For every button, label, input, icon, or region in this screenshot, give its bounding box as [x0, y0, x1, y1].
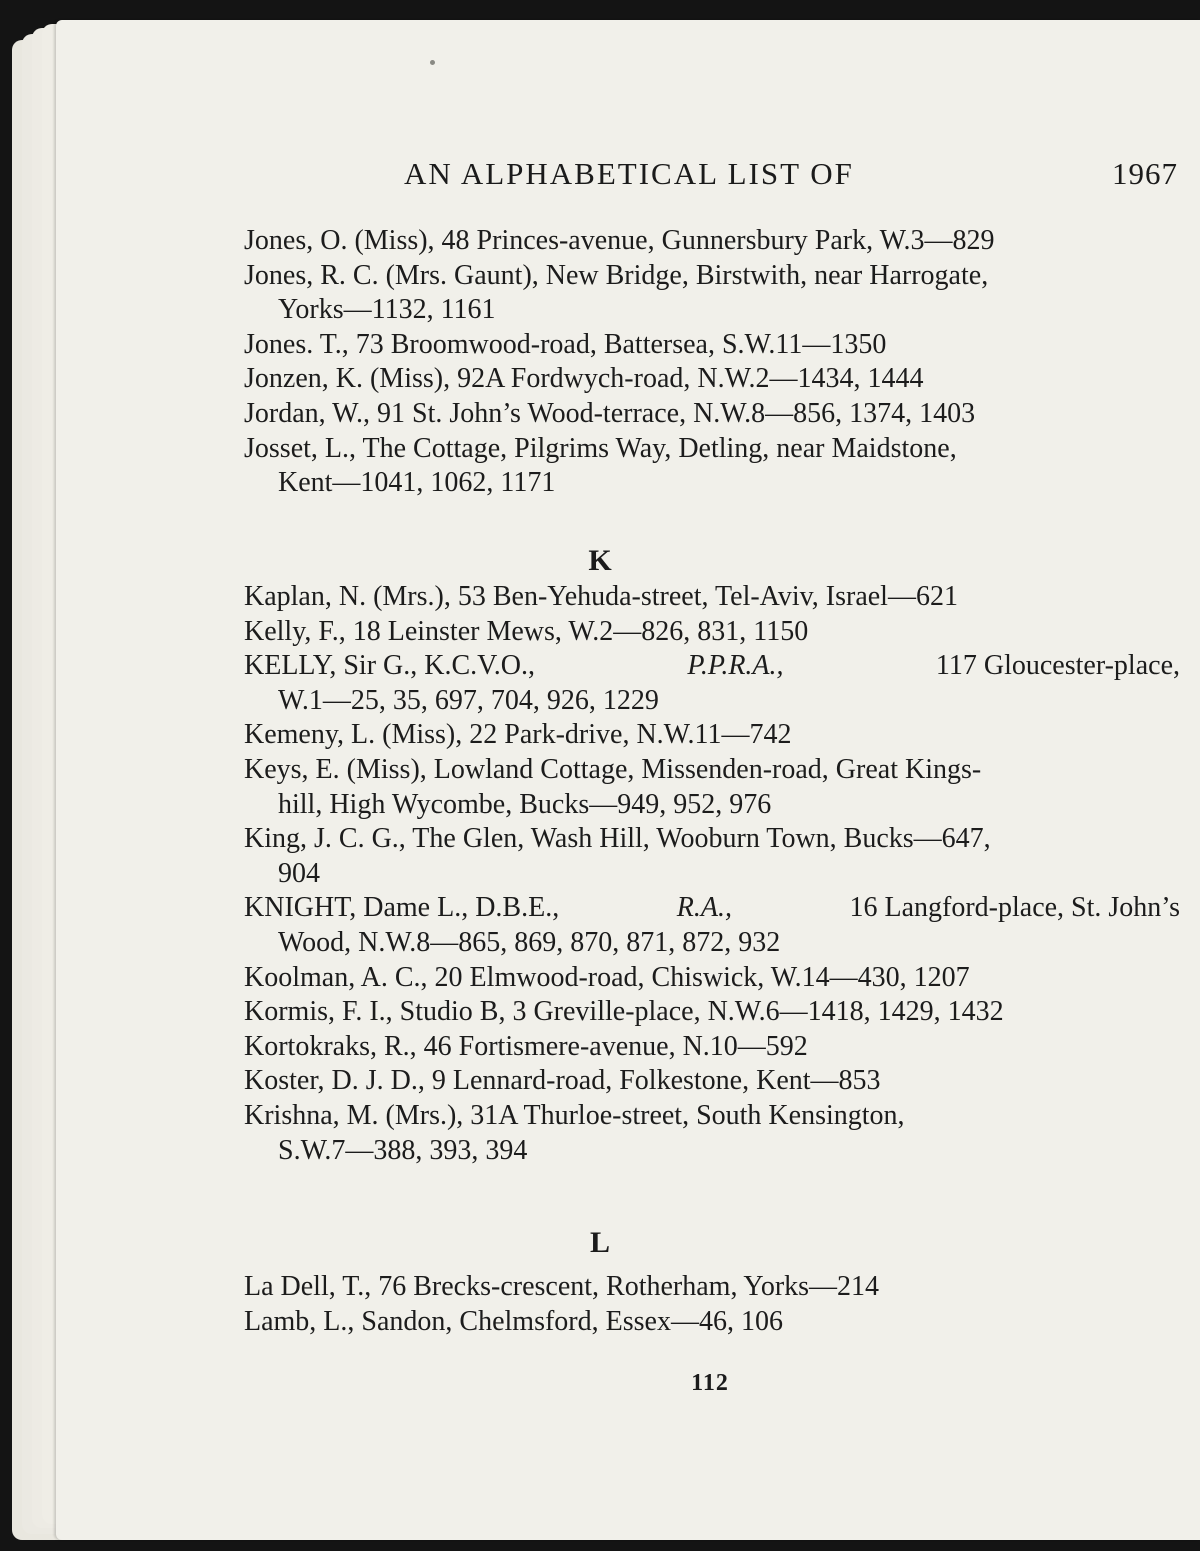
list-entry: [244, 224, 1180, 259]
list-entry: [244, 995, 1180, 1030]
entry-name: KELLY, Sir G., K.C.V.O.,: [244, 650, 535, 682]
list-entry: [244, 1099, 1180, 1168]
list-entry: [244, 1064, 1180, 1099]
entry-text: Kormis, F. I., Studio B, 3 Greville-place, N.W.6—1418, 1429, 1432: [244, 996, 1004, 1028]
entry-address: 117 Gloucester-place,: [935, 650, 1180, 682]
page-number: 112: [691, 1370, 729, 1396]
list-entry: [244, 259, 1180, 328]
list-entry: [244, 432, 1180, 501]
section-letter-k: K: [588, 544, 612, 577]
entry-text: [244, 891, 1180, 926]
section-k-entries: [244, 580, 1180, 1168]
entry-honour: P.P.R.A.,: [687, 650, 784, 682]
entry-text: La Dell, T., 76 Brecks-crescent, Rotherham, Yorks—214: [244, 1271, 880, 1302]
list-entry: [244, 891, 1180, 960]
entry-text: Keys, E. (Miss), Lowland Cottage, Missenden-road, Great Kings-: [244, 753, 982, 785]
entry-continuation: 904: [278, 857, 320, 889]
section-l-entries: [244, 1270, 1180, 1339]
list-entry: [244, 649, 1180, 718]
entry-text: Jones, O. (Miss), 48 Princes-avenue, Gunnersbury Park, W.3—829: [244, 225, 995, 256]
entry-continuation: hill, High Wycombe, Bucks—949, 952, 976: [278, 788, 772, 820]
entry-text: Koolman, A. C., 20 Elmwood-road, Chiswick, W.14—430, 1207: [244, 961, 970, 993]
entry-text: Jones, R. C. (Mrs. Gaunt), New Bridge, Birstwith, near Harrogate,: [244, 259, 989, 291]
entry-continuation: Wood, N.W.8—865, 869, 870, 871, 872, 932: [278, 926, 781, 958]
entry-text: [244, 649, 1180, 684]
entry-text: King, J. C. G., The Glen, Wash Hill, Wooburn Town, Bucks—647,: [244, 823, 991, 855]
entry-address: 16 Langford-place, St. John’s: [849, 892, 1180, 924]
list-entry: [244, 961, 1180, 996]
list-entry: [244, 1030, 1180, 1065]
entry-text: Kelly, F., 18 Leinster Mews, W.2—826, 831, 1150: [244, 615, 809, 647]
list-entry: [244, 397, 1180, 432]
entry-continuation: W.1—25, 35, 697, 704, 926, 1229: [278, 684, 659, 716]
entry-text: Krishna, M. (Mrs.), 31A Thurloe-street, South Kensington,: [244, 1099, 905, 1131]
list-entry: [244, 328, 1180, 363]
entry-text: Jonzen, K. (Miss), 92A Fordwych-road, N.W.2—1434, 1444: [244, 363, 924, 395]
list-entry: [244, 822, 1180, 891]
list-entry: [244, 1305, 1180, 1340]
entry-text: Jones. T., 73 Broomwood-road, Battersea, S.W.11—1350: [244, 328, 887, 360]
header-year: 1967: [1112, 156, 1178, 191]
paper-fleck: [430, 60, 435, 65]
entry-text: Josset, L., The Cottage, Pilgrims Way, Detling, near Maidstone,: [244, 432, 957, 464]
list-entry: [244, 580, 1180, 615]
list-entry: [244, 362, 1180, 397]
entry-text: Jordan, W., 91 St. John’s Wood-terrace, N.W.8—856, 1374, 1403: [244, 397, 976, 429]
entry-continuation: Kent—1041, 1062, 1171: [278, 467, 556, 499]
section-j-entries: [244, 224, 1180, 501]
entry-continuation: Yorks—1132, 1161: [278, 294, 496, 326]
entry-text: Lamb, L., Sandon, Chelmsford, Essex—46, 106: [244, 1305, 783, 1337]
list-entry: [244, 1270, 1180, 1305]
entry-honour: R.A.,: [676, 892, 732, 924]
list-entry: [244, 615, 1180, 650]
running-head: AN ALPHABETICAL LIST OF: [404, 156, 854, 191]
entry-text: Kemeny, L. (Miss), 22 Park-drive, N.W.11—742: [244, 719, 792, 751]
entry-text: Kaplan, N. (Mrs.), 53 Ben-Yehuda-street, Tel-Aviv, Israel—621: [244, 581, 958, 612]
section-letter-l: L: [589, 1226, 610, 1259]
list-entry: [244, 718, 1180, 753]
entry-continuation: S.W.7—388, 393, 394: [278, 1134, 528, 1166]
entry-name: KNIGHT, Dame L., D.B.E.,: [244, 892, 560, 924]
list-entry: [244, 753, 1180, 822]
entry-text: Koster, D. J. D., 9 Lennard-road, Folkestone, Kent—853: [244, 1065, 881, 1097]
entry-text: Kortokraks, R., 46 Fortismere-avenue, N.10—592: [244, 1030, 808, 1062]
